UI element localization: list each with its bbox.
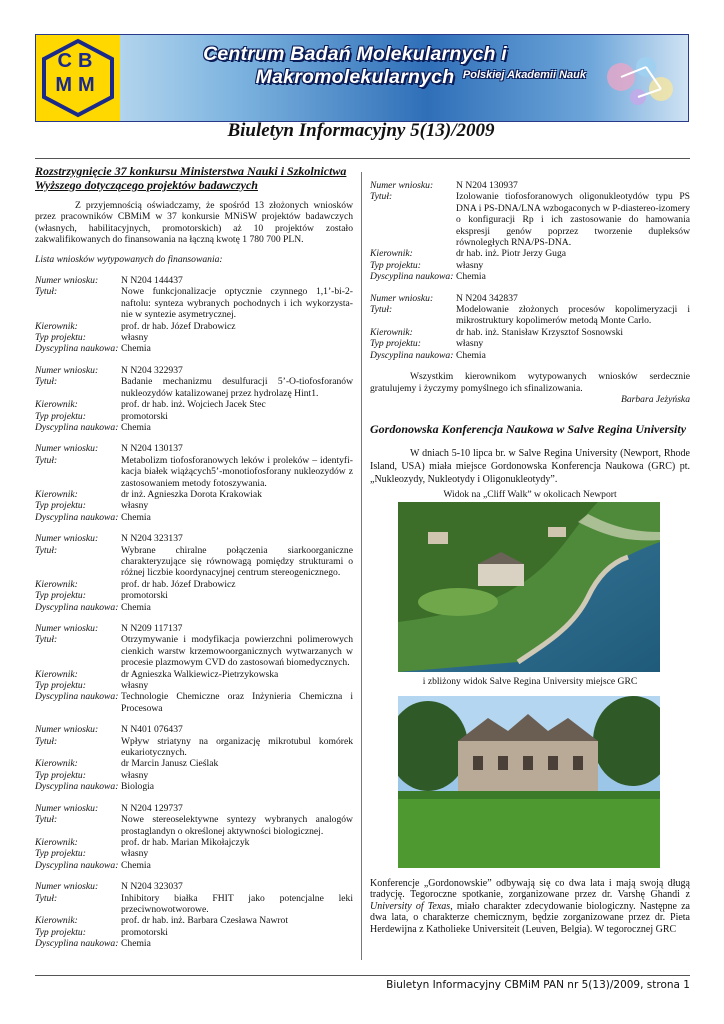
footer-divider — [35, 975, 690, 976]
field-label-title: Tytuł: — [35, 735, 58, 747]
field-label-discipline: Dyscyplina naukowa: — [35, 691, 119, 703]
field-value-discipline: Chemia — [456, 349, 486, 361]
header-banner — [35, 34, 689, 122]
field-label-title: Tytuł: — [35, 286, 58, 298]
field-value-number: N N209 117137 — [121, 623, 183, 634]
field-label-manager: Kierownik: — [370, 326, 413, 338]
field-label-discipline: Dyscyplina naukowa: — [370, 349, 454, 361]
field-label-manager: Kierownik: — [35, 915, 78, 927]
field-value-title: Wpływ striatyny na organizację mikrotubul komórek eukariotycznych. — [121, 735, 353, 759]
field-value-title: Metabolizm tiofosforanowych leków i proleków – identyfi-kacja białek wiążących5’-monotiofosforany nukleozydów z zastosowaniem metody fotoszywania. — [121, 454, 353, 489]
field-value-manager: dr inż. Agnieszka Dorota Krakowiak — [121, 488, 262, 500]
field-label-number: Numer wniosku: — [35, 275, 99, 287]
field-value-number: N N204 323037 — [121, 881, 183, 893]
field-value-discipline: Technologie Chemiczne oraz Inżynieria Chemiczna i Procesowa — [121, 691, 353, 714]
field-value-number: N N204 130137 — [121, 443, 183, 455]
field-value-type: własny — [456, 259, 484, 271]
photo-caption-2: i zbliżony widok Salve Regina University miejsce GRC — [422, 676, 638, 688]
field-label-title: Tytuł: — [35, 892, 58, 904]
project-record — [35, 275, 353, 355]
field-label-manager: Kierownik: — [35, 320, 78, 332]
field-value-discipline: Chemia — [121, 938, 151, 950]
field-label-discipline: Dyscyplina naukowa: — [35, 343, 119, 355]
field-value-title: Nowe funkcjonalizacje optycznie czynnego 1,1’-bi-2-naftolu: synteza wybranych pochodnych i ich wykorzysta-nie w syntezie asymetrycznej. — [121, 286, 353, 321]
photo-caption-1: Widok na „Cliff Walk” w okolicach Newport — [443, 488, 617, 500]
project-record — [35, 533, 353, 613]
logo-letter-b: B — [78, 50, 99, 72]
field-value-discipline: Chemia — [456, 271, 486, 283]
column-divider — [361, 172, 362, 960]
field-value-title: Badanie mechanizmu desulfuracji 5’-O-tiofosforanów nukleozydów katalizowanej przez hydrolazę Hint1. — [121, 376, 353, 399]
project-record — [35, 881, 353, 949]
field-label-number: Numer wniosku: — [35, 881, 99, 893]
field-value-number: N N204 322937 — [121, 364, 183, 376]
congrats-paragraph: Wszystkim kierownikom wytypowanych wniosków serdecznie gratulujemy i życzymy pomyślnego ich sfinalizowania. — [370, 371, 690, 394]
section-title-konkurs: Rozstrzygnięcie 37 konkursu Ministerstwa Nauki i Szkolnictwa Wyższego dotyczącego projektów badawczych — [35, 164, 347, 192]
field-label-title: Tytuł: — [35, 544, 58, 556]
field-label-number: Numer wniosku: — [35, 443, 99, 455]
grc-intro-paragraph: W dniach 5-10 lipca br. w Salve Regina University (Newport, Rhode Island, USA) miała miejsce Gordonowska Konferencja Naukowa (GRC) pt. „Nukleozydy, Nukleotydy i Oligonukleotydy”. — [370, 447, 690, 485]
field-value-title: Modelowanie złożonych procesów kopolimeryzacji i mikrostruktury kopolimerów metodą Monte Carlo. — [456, 304, 690, 327]
field-value-type: promotorski — [121, 590, 168, 602]
field-label-number: Numer wniosku: — [35, 724, 99, 736]
field-label-discipline: Dyscyplina naukowa: — [35, 511, 119, 523]
field-value-number: N N204 129737 — [121, 802, 183, 814]
left-column — [35, 165, 353, 960]
field-value-number: N N204 144437 — [121, 275, 183, 287]
field-value-number: N N401 076437 — [121, 724, 183, 736]
field-value-number: N N204 323137 — [121, 533, 183, 545]
field-label-number: Numer wniosku: — [35, 364, 99, 376]
field-value-manager: prof. dr hab. Józef Drabowicz — [121, 578, 236, 590]
right-column — [370, 180, 690, 936]
field-label-manager: Kierownik: — [35, 578, 78, 590]
field-value-manager: prof. dr hab. inż. Barbara Czesława Nawrot — [121, 915, 289, 927]
field-value-type: własny — [121, 848, 149, 860]
org-subtitle: Polskiej Akademii Nauk — [462, 69, 586, 81]
field-label-discipline: Dyscyplina naukowa: — [35, 601, 119, 613]
field-value-discipline: Chemia — [121, 859, 151, 871]
project-record — [35, 724, 353, 792]
field-label-type: Typ projektu: — [370, 259, 421, 271]
field-value-title: Inhibitory białka FHIT jako potencjalne leki przeciwnowotworowe. — [121, 892, 353, 915]
field-value-manager: prof. dr hab. Marian Mikołajczyk — [121, 836, 250, 848]
records-list-right — [370, 180, 690, 361]
field-value-discipline: Chemia — [121, 421, 151, 433]
field-label-number: Numer wniosku: — [370, 292, 434, 304]
field-value-type: promotorski — [121, 410, 168, 422]
photo-cliff-walk — [398, 502, 660, 672]
field-label-type: Typ projektu: — [35, 500, 86, 512]
field-label-manager: Kierownik: — [35, 758, 78, 770]
field-label-type: Typ projektu: — [35, 848, 86, 860]
field-value-number: N N204 130937 — [456, 180, 518, 191]
field-label-title: Tytuł: — [35, 454, 58, 466]
project-record — [35, 443, 353, 523]
logo-letter-c: C — [57, 50, 78, 72]
field-value-discipline: Biologia — [121, 781, 155, 793]
field-label-manager: Kierownik: — [35, 668, 78, 680]
project-record — [35, 803, 353, 871]
closing-text-1: Konferencje „Gordonowskie” odbywają się co dwa lata i mają swoją długą tradycję. Tegoroczne spotkanie, zorganizowane przez dr. Varshę Ghandi z — [370, 877, 690, 901]
field-label-title: Tytuł: — [35, 814, 58, 826]
field-value-manager: dr Agnieszka Walkiewicz-Pietrzykowska — [121, 668, 279, 680]
field-value-manager: dr Marcin Janusz Cieślak — [121, 758, 219, 770]
field-label-type: Typ projektu: — [35, 769, 86, 781]
field-value-manager: prof. dr hab. Józef Drabowicz — [121, 320, 236, 332]
bulletin-title: Biuletyn Informacyjny 5(13)/2009 — [227, 120, 495, 141]
org-title: Centrum Badań Molekularnych i Makromolekularnych — [203, 43, 507, 88]
field-value-title: Wybrane chiralne połączenia siarkoorganiczne charakteryzujące się równowagą pomiędzy strukturami o różnej liczbie koordynacyjnej centrum stereogenicznego. — [121, 544, 353, 579]
field-label-number: Numer wniosku: — [35, 802, 99, 814]
intro-paragraph: Z przyjemnością oświadczamy, że spośród 13 złożonych wniosków przez pracowników CBMiM w 37 konkursie MNiSW projektów badawczych (własnych, habilitacyjnych, promotorskich) aż 10 projektów zostało zakwalifikowanych do finansowania na łączną kwotę 1 780 700 PLN. — [35, 200, 353, 246]
grc-closing-paragraph — [370, 878, 690, 936]
field-value-type: własny — [456, 338, 484, 350]
field-label-manager: Kierownik: — [35, 488, 78, 500]
field-label-manager: Kierownik: — [35, 836, 78, 848]
records-list — [35, 275, 353, 950]
section-title-grc: Gordonowska Konferencja Naukowa w Salve Regina University — [370, 422, 687, 437]
field-value-type: własny — [121, 680, 149, 692]
closing-text-2: , miało charakter zdecydowanie biologiczny. Następne za dwa lata, o charakterze chemicznym, będzie zorganizowane przez dr. Pieta Herdewijna z Katholieke Universiteit (Leuven, Belgia). W tegorocznej GRC — [370, 900, 690, 935]
field-value-number: N N204 342837 — [456, 292, 518, 304]
field-value-title: Izolowanie tiofosforanowych oligonukleotydów typu PS DNA i PS-DNA/LNA wzbogaconych w P-diastereo-izomery o konfiguracji Rp i ich zastosowanie do hamowania ekspresji genów poprzez tworzenie dupleksów równoległych RNA/PS-DNA. — [456, 191, 690, 249]
field-label-title: Tytuł: — [35, 634, 58, 646]
field-label-title: Tytuł: — [370, 191, 393, 203]
field-label-number: Numer wniosku: — [370, 180, 434, 191]
field-label-discipline: Dyscyplina naukowa: — [35, 938, 119, 950]
field-label-type: Typ projektu: — [35, 332, 86, 344]
signature: Barbara Jeżyńska — [620, 393, 690, 405]
field-label-manager: Kierownik: — [35, 399, 78, 411]
field-label-discipline: Dyscyplina naukowa: — [35, 781, 119, 793]
list-heading: Lista wniosków wytypowanych do finansowania: — [35, 253, 223, 265]
project-record — [35, 365, 353, 433]
field-label-type: Typ projektu: — [35, 410, 86, 422]
field-value-type: własny — [121, 769, 149, 781]
field-label-type: Typ projektu: — [35, 926, 86, 938]
logo-letter-m1: M — [55, 74, 78, 96]
field-value-type: własny — [121, 500, 149, 512]
field-label-discipline: Dyscyplina naukowa: — [370, 271, 454, 283]
field-label-type: Typ projektu: — [35, 590, 86, 602]
field-value-manager: dr hab. inż. Piotr Jerzy Guga — [456, 248, 567, 260]
title-divider — [35, 158, 690, 159]
institute-logo — [36, 35, 120, 121]
field-value-manager: prof. dr hab. inż. Wojciech Jacek Stec — [121, 399, 266, 411]
field-value-title: Nowe stereoselektywne syntezy wybranych analogów prostaglandyn o określonej aktywności biologicznej. — [121, 814, 353, 837]
field-value-discipline: Chemia — [121, 343, 151, 355]
field-label-number: Numer wniosku: — [35, 533, 99, 545]
logo-letter-m2: M — [78, 74, 101, 96]
field-value-manager: dr hab. inż. Stanisław Krzysztof Sosnowski — [456, 326, 624, 338]
field-value-title: Otrzymywanie i modyfikacja powierzchni polimerowych cienkich warstw krzemowoorganicznych wytwarzanych w procesie plazmowym CVD do zastosowań biomedycznych. — [121, 634, 353, 669]
field-label-title: Tytuł: — [35, 376, 58, 388]
photo-salve-regina — [398, 696, 660, 868]
field-value-type: promotorski — [121, 926, 168, 938]
field-label-manager: Kierownik: — [370, 248, 413, 260]
field-label-type: Typ projektu: — [370, 338, 421, 350]
field-value-discipline: Chemia — [121, 601, 151, 613]
field-label-discipline: Dyscyplina naukowa: — [35, 859, 119, 871]
field-label-title: Tytuł: — [370, 304, 393, 316]
molecule-decoration-icon — [596, 37, 686, 119]
page-footer: Biuletyn Informacyjny CBMiM PAN nr 5(13)/2009, strona 1 — [386, 979, 690, 991]
field-value-type: własny — [121, 332, 149, 344]
project-record — [370, 180, 690, 283]
closing-italic: University of Texas — [370, 900, 451, 912]
field-label-type: Typ projektu: — [35, 680, 86, 692]
project-record — [35, 623, 353, 714]
field-label-number: Numer wniosku: — [35, 623, 99, 634]
project-record — [370, 293, 690, 361]
field-label-discipline: Dyscyplina naukowa: — [35, 421, 119, 433]
field-value-discipline: Chemia — [121, 511, 151, 523]
